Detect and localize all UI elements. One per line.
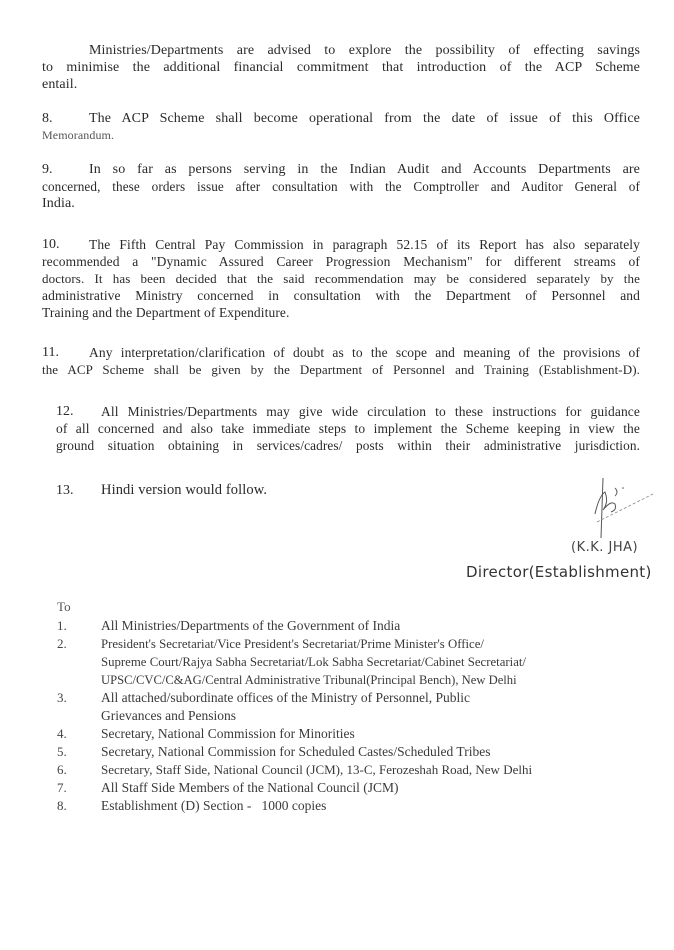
paragraph-line: India. (42, 196, 75, 211)
paragraph-line: Memorandum. (42, 128, 115, 142)
item-number: 6. (57, 762, 67, 777)
paragraph-number: 12. (56, 404, 74, 419)
item-text: UPSC/CVC/C&AG/Central Administrative Tribunal(Principal Bench), New Delhi (101, 673, 517, 687)
item-text: All Staff Side Members of the National Council (JCM) (101, 780, 399, 795)
item-text: All Ministries/Departments of the Government of India (101, 618, 401, 633)
paragraph-line: ground situation obtaining in services/cadres/ posts within their administrative jurisdiction. (56, 438, 640, 453)
paragraph-number: 11. (42, 345, 59, 360)
item-number: 7. (57, 780, 67, 795)
paragraph-line: recommended a "Dynamic Assured Career Progression Mechanism" for different streams of (42, 254, 640, 269)
paragraph-line: Ministries/Departments are advised to explore the possibility of effecting savings (89, 43, 640, 58)
item-text: Secretary, National Commission for Scheduled Castes/Scheduled Tribes (101, 744, 491, 759)
item-number: 5. (57, 744, 67, 759)
paragraph-line: of all concerned and also take immediate steps to implement the Scheme keeping in view the (56, 421, 640, 436)
paragraph-line: the ACP Scheme shall be given by the Department of Personnel and Training (Establishment-D). (42, 362, 640, 377)
paragraph-line: In so far as persons serving in the Indian Audit and Accounts Departments are (89, 162, 640, 177)
paragraph-line: All Ministries/Departments may give wide circulation to these instructions for guidance (101, 404, 640, 419)
paragraph-number: 8. (42, 111, 53, 126)
item-text: All attached/subordinate offices of the Ministry of Personnel, Public (101, 690, 471, 705)
item-text: President's Secretariat/Vice President's Secretariat/Prime Minister's Office/ (101, 637, 484, 651)
distribution-heading: To (57, 599, 71, 614)
paragraph-line: entail. (42, 77, 78, 92)
paragraph-number: 9. (42, 162, 53, 177)
paragraph-line: Hindi version would follow. (101, 482, 268, 498)
item-text: Grievances and Pensions (101, 708, 236, 723)
paragraph-line: to minimise the additional financial commitment that introduction of the ACP Scheme (42, 60, 640, 75)
paragraph-line: The Fifth Central Pay Commission in paragraph 52.15 of its Report has also separately (89, 237, 640, 252)
paragraph-number: 13. (56, 483, 74, 498)
paragraph-number: 10. (42, 237, 60, 252)
paragraph-line: Training and the Department of Expenditure. (42, 305, 290, 320)
handwritten-signature (585, 474, 657, 542)
item-number: 8. (57, 798, 67, 813)
item-number: 3. (57, 690, 67, 705)
paragraph-line: concerned, these orders issue after consultation with the Comptroller and Auditor General of (42, 179, 640, 194)
signatory-designation: Director(Establishment) (466, 563, 652, 581)
paragraph-line: The ACP Scheme shall become operational from the date of issue of this Office (89, 111, 640, 126)
signatory-name: (K.K. JHA) (571, 540, 639, 555)
item-number: 2. (57, 636, 67, 651)
item-text: Supreme Court/Rajya Sabha Secretariat/Lok Sabha Secretariat/Cabinet Secretariat/ (101, 655, 526, 669)
item-number: 4. (57, 726, 67, 741)
paragraph-line: administrative Ministry concerned in consultation with the Department of Personnel and (42, 288, 640, 303)
item-text: Establishment (D) Section - 1000 copies (101, 798, 327, 813)
item-text: Secretary, National Commission for Minorities (101, 726, 355, 741)
item-number: 1. (57, 618, 67, 633)
item-text: Secretary, Staff Side, National Council (JCM), 13-C, Ferozeshah Road, New Delhi (101, 762, 533, 777)
paragraph-line: Any interpretation/clarification of doubt as to the scope and meaning of the provisions of (89, 345, 640, 360)
paragraph-line: doctors. It has been decided that the said recommendation may be considered separately by the (42, 271, 640, 286)
